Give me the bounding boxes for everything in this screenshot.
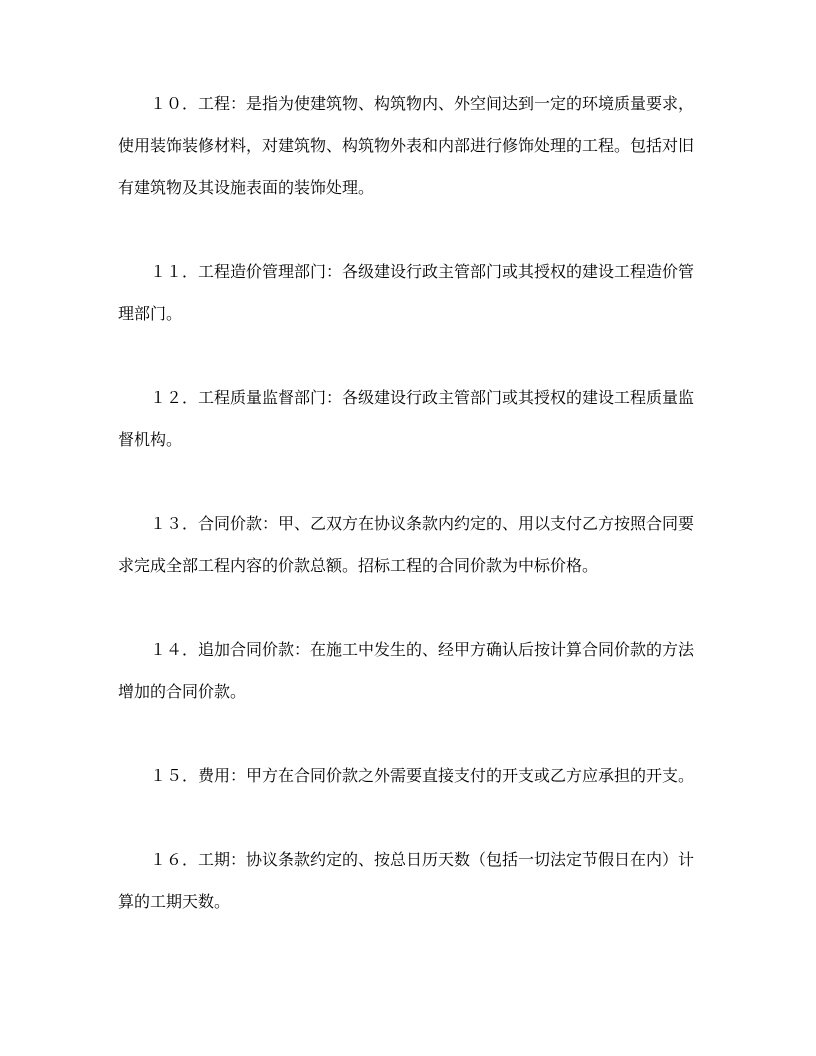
paragraph-clause-15: １５．费用：甲方在合同价款之外需要直接支付的开支或乙方应承担的开支。	[150, 768, 695, 785]
paragraph-clause-13: １３．合同价款：甲、乙双方在协议条款内约定的、用以支付乙方按照合同要求完成全部工程内容的价款总额。招标工程的合同价款为中标价格。	[118, 516, 695, 575]
paragraph-clause-10: １０．工程：是指为使建筑物、构筑物内、外空间达到一定的环境质量要求，使用装饰装修材料，对建筑物、构筑物外表和内部进行修饰处理的工程。包括对旧有建筑物及其设施表面的装饰处理。	[118, 96, 695, 197]
paragraph-clause-11: １１．工程造价管理部门：各级建设行政主管部门或其授权的建设工程造价管理部门。	[118, 264, 695, 323]
paragraph-clause-14: １４．追加合同价款：在施工中发生的、经甲方确认后按计算合同价款的方法增加的合同价款。	[118, 642, 695, 701]
paragraph-clause-12: １２．工程质量监督部门：各级建设行政主管部门或其授权的建设工程质量监督机构。	[118, 390, 695, 449]
paragraph-clause-16: １６．工期：协议条款约定的、按总日历天数（包括一切法定节假日在内）计算的工期天数。	[118, 852, 695, 911]
document-body	[118, 84, 698, 924]
